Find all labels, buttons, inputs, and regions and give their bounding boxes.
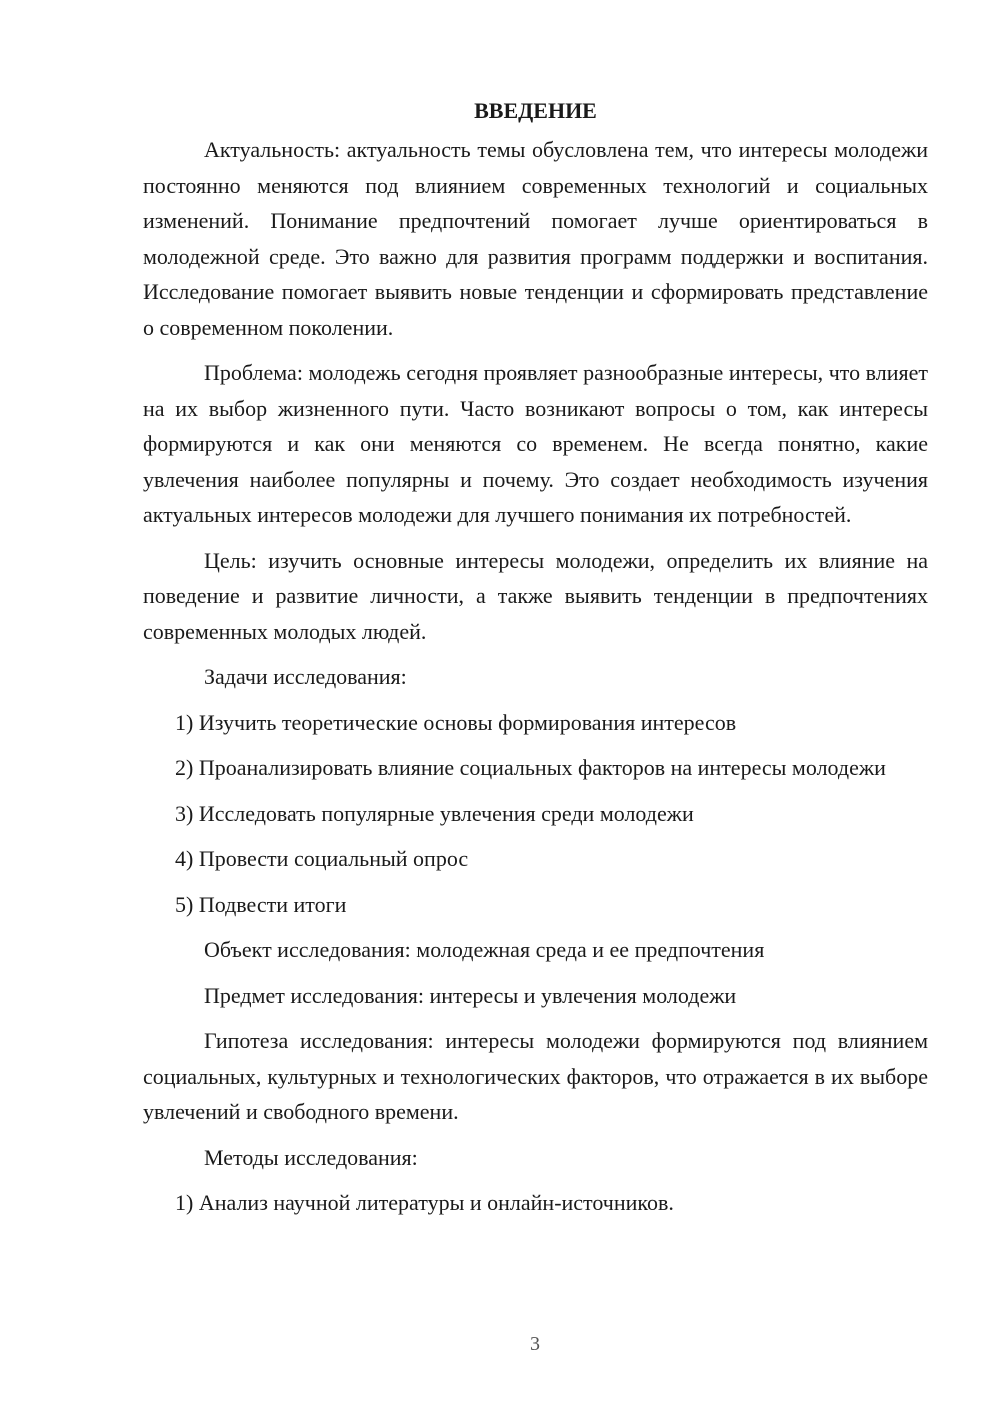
page-content	[143, 94, 928, 1231]
page-title: ВВЕДЕНИЕ	[474, 98, 597, 123]
hypothesis-paragraph: Гипотеза исследования: интересы молодежи формируются под влиянием социальных, культурных и технологических факторов, что отражается в их выборе увлечений и свободного времени.	[143, 1028, 928, 1124]
problem-paragraph: Проблема: молодежь сегодня проявляет разнообразные интересы, что влияет на их выбор жизненного пути. Часто возникают вопросы о том, как интересы формируются и как они меняются со временем. Не всегда понятно, какие увлечения наиболее популярны и почему. Это создает необходимость изучения актуальных интересов молодежи для лучшего понимания их потребностей.	[143, 360, 928, 527]
subject-line: Предмет исследования: интересы и увлечения молодежи	[204, 982, 737, 1008]
task-item: 4) Провести социальный опрос	[175, 846, 469, 871]
task-item: 2) Проанализировать влияние социальных факторов на интересы молодежи	[175, 755, 886, 780]
goal-paragraph: Цель: изучить основные интересы молодежи, определить их влияние на поведение и развитие личности, а также выявить тенденции в предпочтениях современных молодых людей.	[143, 547, 928, 644]
object-line: Объект исследования: молодежная среда и ее предпочтения	[204, 937, 765, 962]
task-item: 1) Изучить теоретические основы формирования интересов	[175, 709, 737, 735]
method-item: 1) Анализ научной литературы и онлайн-источников.	[175, 1190, 674, 1215]
tasks-heading: Задачи исследования:	[204, 664, 407, 689]
methods-heading: Методы исследования:	[204, 1144, 418, 1170]
page-number: 3	[530, 1333, 540, 1355]
task-item: 3) Исследовать популярные увлечения среди молодежи	[175, 800, 694, 826]
task-item: 5) Подвести итоги	[175, 891, 347, 917]
relevance-paragraph: Актуальность: актуальность темы обусловлена тем, что интересы молодежи постоянно меняются под влиянием современных технологий и социальных изменений. Понимание предпочтений помогает лучше ориентироваться в молодежной среде. Это важно для развития программ поддержки и воспитания. Исследование помогает выявить новые тенденции и сформировать представление о современном поколении.	[143, 137, 928, 340]
